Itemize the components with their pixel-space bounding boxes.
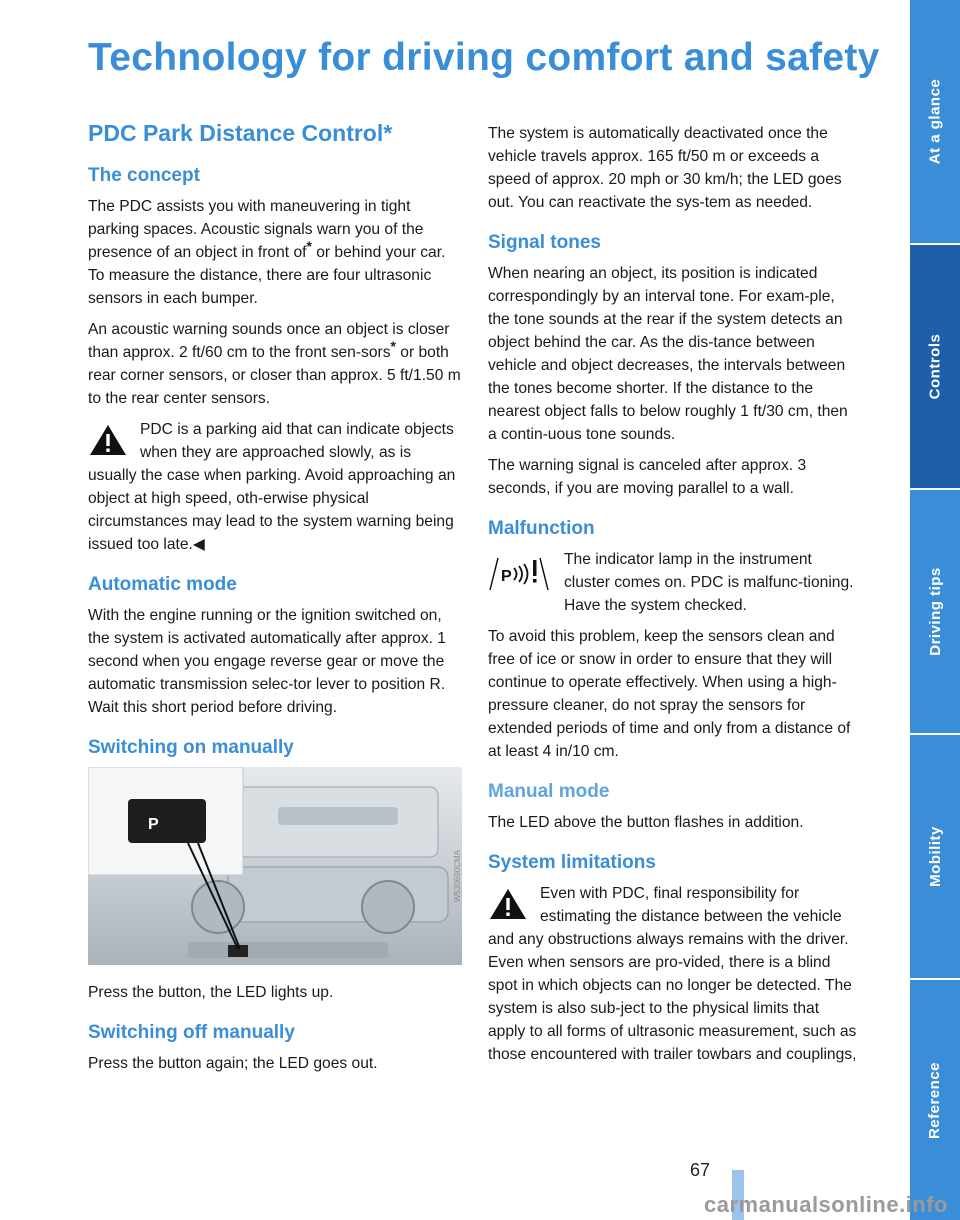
warning-triangle-icon: [488, 886, 528, 922]
heading-manual-mode: Manual mode: [488, 781, 610, 802]
heading-concept: The concept: [88, 165, 200, 186]
left-column: [88, 120, 463, 1083]
optional-star-icon: *: [306, 237, 312, 254]
warning-triangle-icon: [88, 422, 128, 458]
paragraph-avoid-problem: To avoid this problem, keep the sensors clean and free of ice or snow in order to ensure that they will continue to operate effectively. When using a high-pressure cleaner, do not spray the sensors for extended periods of time and only from a distance of at least 4 in/10 cm.: [488, 628, 851, 760]
page-title: Technology for driving comfort and safety: [88, 36, 880, 79]
warning-note: [88, 418, 463, 556]
tab-driving-tips[interactable]: Driving tips: [926, 567, 944, 656]
heading-signal-tones: Signal tones: [488, 232, 601, 253]
watermark: carmanualsonline.info: [704, 1192, 948, 1217]
optional-star-icon: *: [390, 337, 396, 354]
end-mark-icon: ◀: [192, 536, 205, 553]
heading-malfunction: Malfunction: [488, 518, 595, 539]
malfunction-note: [488, 548, 860, 617]
paragraph-switching-on: Press the button, the LED lights up.: [88, 984, 334, 1001]
page-number: 67: [690, 1160, 711, 1180]
tab-controls[interactable]: Controls: [910, 245, 960, 488]
center-console-illustration: [88, 767, 462, 965]
pdc-indicator-lamp-icon: [488, 548, 550, 598]
heading-system-limitations: System limitations: [488, 852, 656, 873]
pdc-button-label: P: [148, 816, 159, 833]
tab-mobility[interactable]: Mobility: [926, 826, 944, 887]
paragraph-manual-mode: The LED above the button flashes in addition.: [488, 814, 804, 831]
tab-at-a-glance[interactable]: At a glance: [926, 78, 944, 165]
heading-automatic-mode: Automatic mode: [88, 574, 237, 595]
paragraph-system-limitations: Even with PDC, final responsibility for estimating the distance between the vehicle and any obstructions always remains with the driver. Even when sensors are pro-vided, there is a blind spot in which objects can no longer be detected. The system is also sub-ject to the physical limits that apply to all forms of ultrasonic measurement, such as those encountered with trailer towbars and couplings,: [488, 885, 857, 1063]
svg-text:P: P: [501, 568, 512, 585]
chapter-sidebar: [910, 0, 960, 1220]
paragraph-signal-tones: When nearing an object, its position is indicated correspondingly by an interval tone. For exam-ple, the tone sounds at the rear if the system detects an object behind the car. As the dis-tance between vehicle and object decreases, the intervals between the tones become shorter. If the distance to the nearest object falls to below roughly 1 ft/30 cm, then a contin-uous tone sounds.: [488, 265, 848, 443]
heading-switching-off: Switching off manually: [88, 1022, 295, 1043]
photo-code: W530690CMA: [453, 849, 462, 902]
paragraph-signal-cancel: The warning signal is canceled after approx. 3 seconds, if you are moving parallel to a wall.: [488, 457, 807, 497]
paragraph-deactivation: The system is automatically deactivated once the vehicle travels approx. 165 ft/50 m or exceeds a speed of approx. 20 mph or 30 km/h; the LED goes out. You can reactivate the sys-tem as needed.: [488, 125, 842, 211]
tab-reference[interactable]: Reference: [926, 1061, 944, 1139]
section-heading-pdc: PDC Park Distance Control*: [88, 120, 393, 146]
heading-switching-on: Switching on manually: [88, 737, 294, 758]
warning-text: PDC is a parking aid that can indicate objects when they are approached slowly, as is usually the case when parking. Avoid approaching an object at high speed, oth-erwise physical circumstances may lead to the system warning being issued too late.: [88, 421, 456, 553]
paragraph-acoustic: An acoustic warning sounds once an object is closer than approx. 2 ft/60 cm to the front sen-sors* or both rear corner sensors, or closer than approx. 5 ft/1.50 m to the rear center sensors.: [88, 321, 461, 407]
limitations-warning-note: [488, 882, 860, 1066]
paragraph-switching-off: Press the button again; the LED goes out.: [88, 1055, 378, 1072]
paragraph-automatic-mode: With the engine running or the ignition switched on, the system is activated automatically after approx. 1 second when you engage reverse gear or move the automatic transmission selec-tor lever to position R. Wait this short period before driving.: [88, 607, 446, 716]
console-photo: [88, 767, 462, 965]
paragraph-concept: The PDC assists you with maneuvering in tight parking spaces. Acoustic signals warn you of the presence of an object in front of* or behind your car. To measure the distance, there are four ultrasonic sensors in each bumper.: [88, 198, 446, 307]
right-column: [488, 122, 860, 1074]
paragraph-malfunction: The indicator lamp in the instrument cluster comes on. PDC is malfunc-tioning. Have the system checked.: [564, 551, 854, 614]
